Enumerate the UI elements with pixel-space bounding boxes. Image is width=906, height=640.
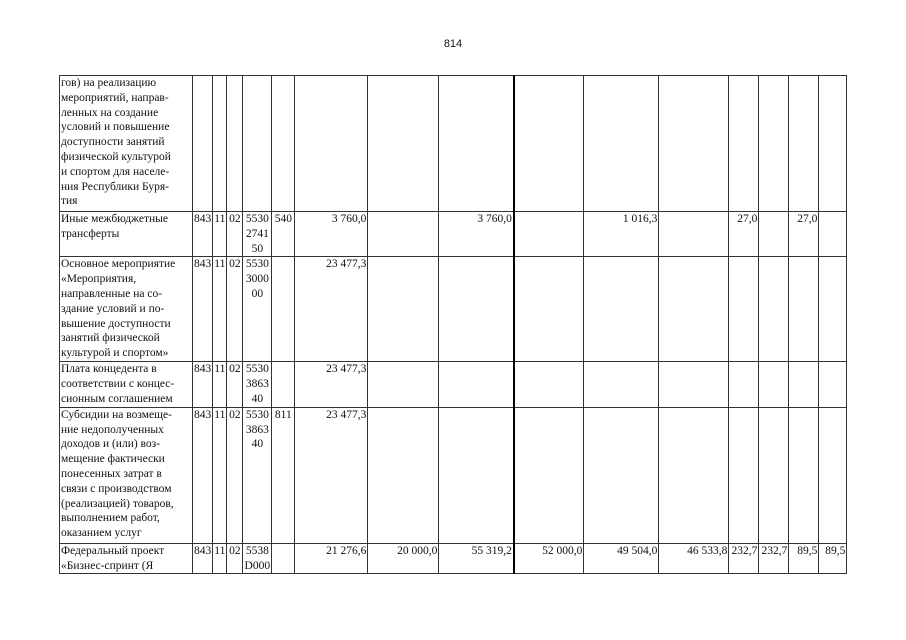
row-name-cell xyxy=(60,362,193,407)
value-cell: 232,7 xyxy=(759,543,789,574)
value-cell xyxy=(759,257,789,362)
value-cell: 3 760,0 xyxy=(295,212,368,257)
expense-type-cell: 811 xyxy=(272,407,295,543)
value-cell xyxy=(439,407,514,543)
value-cell xyxy=(759,407,789,543)
value-cell xyxy=(659,257,729,362)
value-cell: 23 477,3 xyxy=(295,407,368,543)
table-body xyxy=(60,76,847,574)
value-cell xyxy=(659,212,729,257)
row-name-line: понесенных затрат в xyxy=(61,467,162,480)
value-cell xyxy=(729,407,759,543)
row-name-line: связи с производством xyxy=(61,482,172,495)
section-cell: 11 xyxy=(213,212,227,257)
row-name-line: и спортом для населе- xyxy=(61,165,170,178)
expense-type-cell: 540 xyxy=(272,212,295,257)
subsection-cell: 02 xyxy=(227,543,243,574)
value-cell xyxy=(759,212,789,257)
value-cell xyxy=(659,407,729,543)
row-name-line: доступности занятий xyxy=(61,136,165,149)
target-article-cell: 5530 2741 50 xyxy=(243,212,272,257)
row-name-line: физической культурой xyxy=(61,150,171,163)
row-name-line: оказанием услуг xyxy=(61,527,142,540)
grbs-cell xyxy=(193,76,213,212)
expense-type-cell xyxy=(272,76,295,212)
value-cell: 21 276,6 xyxy=(295,543,368,574)
value-cell xyxy=(659,76,729,212)
row-name-line: Иные межбюджетные xyxy=(61,213,168,225)
value-cell xyxy=(729,257,759,362)
row-name-line: ния Республики Буря- xyxy=(61,180,169,193)
value-cell xyxy=(759,76,789,212)
grbs-cell: 843 xyxy=(193,212,213,257)
table-row xyxy=(60,212,847,257)
expense-type-cell xyxy=(272,257,295,362)
value-cell xyxy=(368,407,439,543)
row-name-line: «Бизнес-спринт (Я xyxy=(61,559,154,572)
subsection-cell: 02 xyxy=(227,257,243,362)
table-row xyxy=(60,76,847,212)
value-cell xyxy=(514,362,584,407)
row-name-line: тия xyxy=(61,195,78,208)
section-cell: 11 xyxy=(213,407,227,543)
expense-type-cell xyxy=(272,362,295,407)
target-article-cell xyxy=(243,76,272,212)
row-name-line: мещение фактически xyxy=(61,453,165,466)
section-cell: 11 xyxy=(213,543,227,574)
value-cell xyxy=(295,76,368,212)
row-name-cell xyxy=(60,76,193,212)
value-cell xyxy=(514,257,584,362)
row-name-line: сионным соглашением xyxy=(61,392,173,405)
value-cell xyxy=(819,76,847,212)
grbs-cell: 843 xyxy=(193,543,213,574)
row-name-line: «Мероприятия, xyxy=(61,273,137,286)
value-cell xyxy=(439,362,514,407)
row-name-line: условий и повышение xyxy=(61,121,170,134)
value-cell: 46 533,8 xyxy=(659,543,729,574)
row-name-line: мероприятий, направ- xyxy=(61,91,169,104)
value-cell xyxy=(789,407,819,543)
value-cell: 27,0 xyxy=(789,212,819,257)
target-article-cell: 5530 3000 00 xyxy=(243,257,272,362)
value-cell xyxy=(368,76,439,212)
value-cell xyxy=(584,362,659,407)
row-name-cell xyxy=(60,212,193,257)
value-cell xyxy=(584,257,659,362)
value-cell: 3 760,0 xyxy=(439,212,514,257)
table-row xyxy=(60,362,847,407)
value-cell: 23 477,3 xyxy=(295,257,368,362)
value-cell xyxy=(439,76,514,212)
value-cell xyxy=(659,362,729,407)
value-cell: 23 477,3 xyxy=(295,362,368,407)
section-cell: 11 xyxy=(213,257,227,362)
value-cell xyxy=(789,76,819,212)
row-name-line: культурой и спортом» xyxy=(61,347,169,360)
value-cell: 52 000,0 xyxy=(514,543,584,574)
row-name-line: гов) на реализацию xyxy=(61,77,157,89)
value-cell xyxy=(819,257,847,362)
row-name-line: вышение доступности xyxy=(61,317,171,330)
value-cell: 49 504,0 xyxy=(584,543,659,574)
subsection-cell xyxy=(227,76,243,212)
row-name-line: выполнением работ, xyxy=(61,512,160,525)
value-cell: 89,5 xyxy=(789,543,819,574)
target-article-cell: 5538 D000 xyxy=(243,543,272,574)
table-row xyxy=(60,257,847,362)
row-name-line: ленных на создание xyxy=(61,106,159,119)
value-cell xyxy=(819,212,847,257)
value-cell xyxy=(584,407,659,543)
row-name-line: Основное мероприятие xyxy=(61,258,176,271)
expense-type-cell xyxy=(272,543,295,574)
value-cell: 1 016,3 xyxy=(584,212,659,257)
page-number: 814 xyxy=(443,38,463,50)
section-cell xyxy=(213,76,227,212)
row-name-line: соответствии с концес- xyxy=(61,378,175,391)
value-cell xyxy=(368,257,439,362)
grbs-cell: 843 xyxy=(193,362,213,407)
value-cell xyxy=(729,76,759,212)
subsection-cell: 02 xyxy=(227,212,243,257)
table-row xyxy=(60,407,847,543)
value-cell xyxy=(514,76,584,212)
grbs-cell: 843 xyxy=(193,407,213,543)
row-name-line: Плата концедента в xyxy=(61,363,157,376)
value-cell xyxy=(819,362,847,407)
row-name-cell xyxy=(60,543,193,574)
row-name-line: ние недополученных xyxy=(61,423,164,436)
row-name-line: Федеральный проект xyxy=(61,544,165,557)
value-cell xyxy=(789,362,819,407)
subsection-cell: 02 xyxy=(227,407,243,543)
value-cell xyxy=(514,212,584,257)
grbs-cell: 843 xyxy=(193,257,213,362)
value-cell: 27,0 xyxy=(729,212,759,257)
value-cell xyxy=(514,407,584,543)
row-name-line: занятий физической xyxy=(61,332,160,345)
row-name-line: направленные на со- xyxy=(61,287,163,300)
section-cell: 11 xyxy=(213,362,227,407)
row-name-cell xyxy=(60,257,193,362)
value-cell: 55 319,2 xyxy=(439,543,514,574)
row-name-line: здание условий и по- xyxy=(61,302,165,315)
value-cell xyxy=(439,257,514,362)
table-row xyxy=(60,543,847,574)
value-cell: 20 000,0 xyxy=(368,543,439,574)
value-cell xyxy=(368,212,439,257)
budget-table xyxy=(59,75,847,574)
value-cell xyxy=(729,362,759,407)
value-cell xyxy=(819,407,847,543)
value-cell: 232,7 xyxy=(729,543,759,574)
target-article-cell: 5530 3863 40 xyxy=(243,407,272,543)
row-name-line: Субсидии на возмеще- xyxy=(61,408,172,421)
row-name-line: (реализацией) товаров, xyxy=(61,497,174,510)
target-article-cell: 5530 3863 40 xyxy=(243,362,272,407)
value-cell xyxy=(368,362,439,407)
row-name-line: доходов и (или) воз- xyxy=(61,438,161,451)
value-cell xyxy=(759,362,789,407)
value-cell: 89,5 xyxy=(819,543,847,574)
row-name-cell xyxy=(60,407,193,543)
subsection-cell: 02 xyxy=(227,362,243,407)
value-cell xyxy=(789,257,819,362)
value-cell xyxy=(584,76,659,212)
row-name-line: трансферты xyxy=(61,227,120,240)
